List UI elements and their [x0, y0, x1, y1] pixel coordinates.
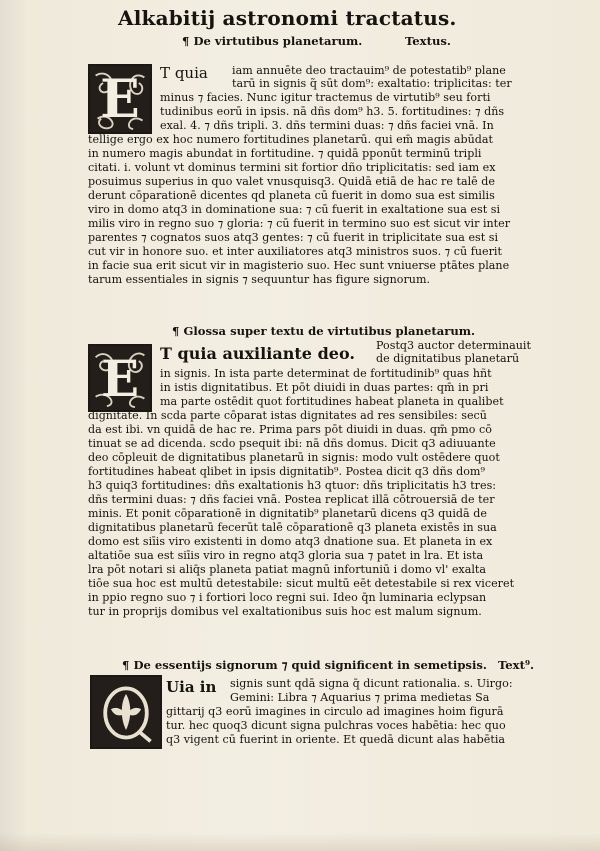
- text-line: milis viro in regno suo ⁊ gloria: ⁊ cū fuerit in termino suo est sicut vir inter: [88, 217, 511, 230]
- text-line: de dignitatibus planetarū: [376, 352, 520, 365]
- text-line: exal. 4. ⁊ dñs tripli. 3. dñs termini duas: ⁊ dñs faciei vnā. In: [160, 119, 494, 132]
- page-gutter: [0, 0, 26, 851]
- text-line: tarum essentiales in signis ⁊ sequuntur has figure signorum.: [88, 273, 431, 286]
- text-line: tiōe sua hoc est multū detestabile: sicut multū eēt detestabile si rex viceret: [88, 577, 515, 590]
- text-line: dignitatibus planetarū fecerūt talē cōparationē q3 planeta existēs in sua: [88, 521, 497, 534]
- text-line: gittarij q3 eorū imagines in circulo ad imagines hoim figurā: [166, 705, 504, 718]
- decorated-initial-e: [88, 344, 152, 412]
- text-line: parentes ⁊ cognatos suos atq3 gentes: ⁊ cū fuerit in triplicitate sua est si: [88, 231, 499, 244]
- section-heading-text: De essentijs signorum ⁊ quid significent in semetipsis.: [133, 658, 487, 672]
- text-line: citati. i. volunt vt dominus termini sit fortior dño triplicitatis: sed iam ex: [88, 161, 496, 174]
- text-line: dñs termini duas: ⁊ dñs faciei vnā. Postea replicat illā cōtrouersiā de ter: [88, 493, 495, 506]
- section-label-textus: Text⁹.: [498, 658, 535, 672]
- text-line: in numero magis abundat in fortitudine. ⁊ quidā pponūt terminū tripli: [88, 147, 482, 160]
- text-line: Postq3 auctor determinauit: [376, 339, 531, 352]
- section-heading-textus: [182, 34, 362, 48]
- text-line: iam annuēte deo tractauim⁹ de potestatib⁹ plane: [232, 64, 506, 77]
- text-line: derunt cōparationē dicentes qd planeta cū fuerit in domo sua est similis: [88, 189, 495, 202]
- text-line: h3 quiq3 fortitudines: dñs exaltationis h3 qtuor: dñs triplicitatis h3 tres:: [88, 479, 497, 492]
- text-line: minis. Et ponit cōparationē in dignitatib⁹ planetarū dicens q3 quidā de: [88, 507, 487, 520]
- first-line-lead: T quia auxiliante deo.: [160, 344, 355, 363]
- text-line: tarū in signis q̃ sūt dom⁹: exaltatio: triplicitas: ter: [232, 77, 512, 90]
- section-heading-essentijs: [122, 658, 487, 672]
- decorated-initial-q: [90, 675, 162, 749]
- page-bottom-shadow: [0, 833, 600, 851]
- section-heading-glossa: [172, 324, 475, 338]
- text-line: in facie sua erit sicut vir in magisterio suo. Hec sunt vniuerse ptātes plane: [88, 259, 510, 272]
- section-heading-text: De virtutibus planetarum.: [193, 34, 363, 48]
- first-line-lead: T quia: [160, 64, 208, 82]
- pilcrow-icon: ¶: [172, 324, 180, 338]
- decorated-initial-e: [88, 64, 152, 134]
- initial-letter: E: [100, 68, 140, 130]
- text-line: minus ⁊ facies. Nunc igitur tractemus de virtutib⁹ seu forti: [160, 91, 491, 104]
- section-label-textus: Textus.: [405, 34, 451, 48]
- text-line: viro in domo atq3 in dominatione sua: ⁊ cū fuerit in exaltatione sua est si: [88, 203, 501, 216]
- text-line: q3 vigent cū fuerint in oriente. Et quedā dicunt alas habētia: [166, 733, 506, 746]
- running-title: Alkabitij astronomi tractatus.: [118, 6, 457, 30]
- initial-letter: [92, 677, 160, 747]
- text-line: tur in proprijs domibus vel exaltationibus suis hoc est malum signum.: [88, 605, 482, 618]
- text-line: fortitudines habeat qlibet in ipsis dignitatib⁹. Postea dicit q3 dñs dom⁹: [88, 465, 485, 478]
- text-line: deo cōpleuit de dignitatibus planetarū in signis: modo vult ostēdere quot: [88, 451, 500, 464]
- text-line: altatiōe sua est siīis viro in regno atq3 gloria sua ⁊ patet in lra. Et ista: [88, 549, 484, 562]
- text-line: dignitate. In scda parte cōparat istas dignitates ad res sensibiles: secū: [88, 409, 487, 422]
- text-line: in ppio regno suo ⁊ i fortiori loco regni sui. Ideo q̄n luminaria eclypsan: [88, 591, 487, 604]
- text-line: tellige ergo ex hoc numero fortitudines planetarū. qui em̄ magis abūdat: [88, 133, 494, 146]
- text-line: posuimus superius in quo valet vnusquisq3. Quidā etiā de hac re talē de: [88, 175, 495, 188]
- first-line-lead: Uia in: [166, 678, 217, 696]
- text-line: signis sunt qdā signa q̄ dicunt rationalia. s. Uirgo:: [230, 677, 513, 690]
- pilcrow-icon: ¶: [182, 34, 190, 48]
- text-line: in signis. In ista parte determinat de fortitudinib⁹ quas hñt: [160, 367, 492, 380]
- initial-letter: E: [100, 348, 140, 408]
- text-line: lra pōt notari si aliq̄s planeta patiat magnū infortuniū i domo vl' exalta: [88, 563, 487, 576]
- text-line: tudinibus eorū in ipsis. nā dñs dom⁹ h3. 5. fortitudines: ⁊ dñs: [160, 105, 505, 118]
- text-line: tinuat se ad dicenda. scdo psequit ibi: nā dñs domus. Dicit q3 adiuuante: [88, 437, 496, 450]
- text-line: tur. hec quoq3 dicunt signa pulchras voces habētia: hec quo: [166, 719, 506, 732]
- pilcrow-icon: ¶: [122, 658, 130, 672]
- text-line: da est ibi. vn quidā de hac re. Prima pars pōt diuidi in duas. qm̄ pmo cō: [88, 423, 492, 436]
- text-line: cut vir in honore suo. et inter auxiliatores atq3 ministros suos. ⁊ cū fuerit: [88, 245, 502, 258]
- section-heading-text: Glossa super textu de virtutibus planetarum.: [183, 324, 476, 338]
- text-line: Gemini: Libra ⁊ Aquarius ⁊ prima medietas Sa: [230, 691, 490, 704]
- text-line: domo est siīis viro existenti in domo atq3 dnatione sua. Et planeta in ex: [88, 535, 493, 548]
- text-line: ma parte ostēdit quot fortitudines habeat planeta in qualibet: [160, 395, 504, 408]
- text-line: in istis dignitatibus. Et pōt diuidi in duas partes: qm̄ in pri: [160, 381, 489, 394]
